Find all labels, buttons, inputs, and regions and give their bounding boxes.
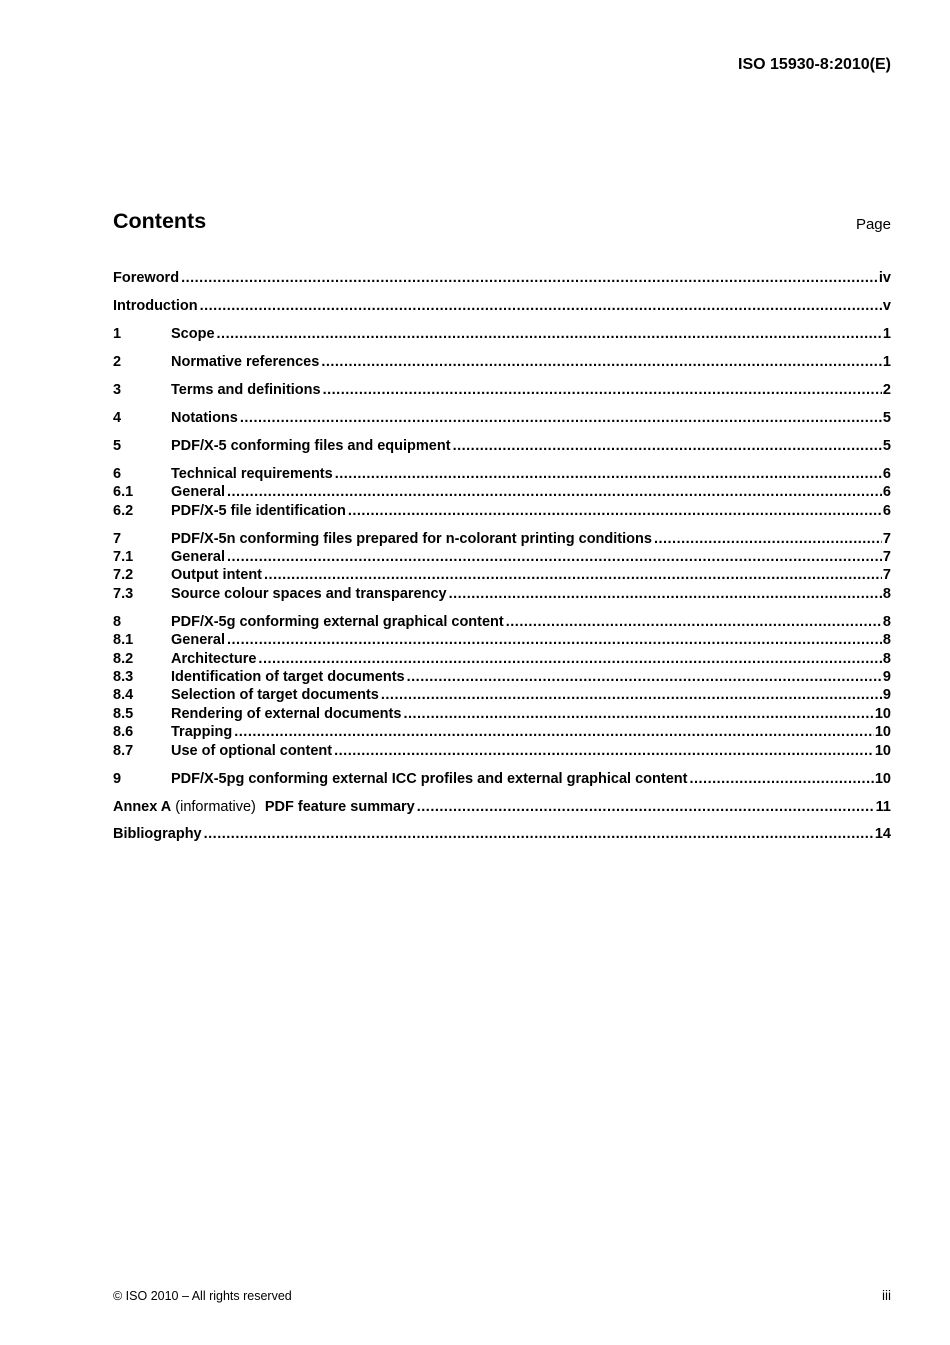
toc-entry-title: Technical requirements bbox=[171, 465, 333, 482]
toc-entry-number: 8.2 bbox=[113, 650, 134, 667]
toc-entry-4[interactable] bbox=[113, 409, 891, 427]
toc-entry-number: 3 bbox=[113, 381, 122, 398]
toc-entry-title: Use of optional content bbox=[171, 742, 333, 759]
toc-entry-title: Output intent bbox=[171, 567, 263, 584]
leader-dots bbox=[346, 502, 882, 520]
toc-entry-number: 9 bbox=[113, 770, 122, 787]
toc-entry-8-1[interactable] bbox=[113, 631, 891, 649]
toc-entry-title: PDF/X-5n conforming files prepared for n-colorant printing conditions bbox=[171, 530, 652, 547]
leader-dots bbox=[401, 705, 873, 723]
toc-entry-page: 5 bbox=[882, 409, 891, 426]
toc-entry-page: 5 bbox=[882, 437, 891, 454]
leader-dots bbox=[504, 613, 882, 631]
toc-entry-1[interactable] bbox=[113, 325, 891, 343]
toc-entry-title: Identification of target documents bbox=[171, 668, 405, 685]
toc-entry-title: PDF feature summary bbox=[264, 798, 415, 815]
page-column-label: Page bbox=[855, 216, 891, 233]
toc-entry-page: 10 bbox=[874, 724, 891, 741]
toc-entry-3[interactable] bbox=[113, 381, 891, 399]
doc-code: ISO 15930-8:2010(E) bbox=[738, 56, 891, 73]
toc-entry-page: 8 bbox=[882, 650, 891, 667]
toc-entry-page: 6 bbox=[882, 465, 891, 482]
toc-entry-page: 10 bbox=[874, 770, 891, 787]
leader-dots bbox=[652, 530, 882, 548]
toc-entry-number: 6 bbox=[113, 465, 122, 482]
toc-entry-page: 8 bbox=[882, 632, 891, 649]
toc-entry-title: Normative references bbox=[171, 353, 320, 370]
toc-entry-number: 6.2 bbox=[113, 502, 134, 519]
toc-entry-6-1[interactable] bbox=[113, 483, 891, 501]
annex-label: Annex A bbox=[113, 798, 172, 815]
toc-entry-number: 4 bbox=[113, 409, 122, 426]
toc-entry-foreword[interactable] bbox=[113, 269, 891, 287]
leader-dots bbox=[687, 770, 873, 788]
footer-copyright: © ISO 2010 – All rights reserved bbox=[113, 1289, 292, 1303]
toc-entry-number: 7.1 bbox=[113, 549, 134, 566]
toc-entry-title: General bbox=[171, 549, 225, 566]
toc-entry-page: 7 bbox=[882, 549, 891, 566]
toc-entry-8-2[interactable] bbox=[113, 650, 891, 668]
toc-entry-8-4[interactable] bbox=[113, 686, 891, 704]
toc-entry-title: Scope bbox=[171, 325, 215, 342]
toc-entry-8-3[interactable] bbox=[113, 668, 891, 686]
toc-entry-page: 6 bbox=[882, 484, 891, 501]
toc-entry-number: 8.1 bbox=[113, 632, 134, 649]
toc-entry-number: 8 bbox=[113, 613, 122, 630]
toc-entry-title: Terms and definitions bbox=[171, 381, 321, 398]
toc-entry-page: 2 bbox=[882, 381, 891, 398]
leader-dots bbox=[262, 566, 882, 584]
toc-entry-page: 10 bbox=[874, 742, 891, 759]
toc-entry-8-5[interactable] bbox=[113, 705, 891, 723]
toc-entry-number: 8.4 bbox=[113, 687, 134, 704]
toc-entry-introduction[interactable] bbox=[113, 297, 891, 315]
toc-entry-number: 7.2 bbox=[113, 567, 134, 584]
toc-entry-7-3[interactable] bbox=[113, 585, 891, 603]
toc-entry-6[interactable] bbox=[113, 465, 891, 483]
toc-entry-page: 7 bbox=[882, 567, 891, 584]
toc-entry-number: 8.3 bbox=[113, 668, 134, 685]
leader-dots bbox=[379, 686, 882, 704]
toc-entry-page: v bbox=[882, 297, 891, 314]
toc-entry-8[interactable] bbox=[113, 613, 891, 631]
toc-entry-page: 8 bbox=[882, 613, 891, 630]
toc-entry-number: 8.7 bbox=[113, 742, 134, 759]
toc-entry-page: iv bbox=[878, 269, 891, 286]
toc-entry-bibliography[interactable] bbox=[113, 826, 891, 844]
toc-entry-number: 7 bbox=[113, 530, 122, 547]
contents-title: Contents bbox=[113, 209, 207, 233]
toc-entry-page: 10 bbox=[874, 705, 891, 722]
toc-entry-7-1[interactable] bbox=[113, 548, 891, 566]
toc-entry-annex-a[interactable] bbox=[113, 798, 891, 816]
toc-entry-title: Foreword bbox=[113, 269, 180, 286]
toc-entry-title: Selection of target documents bbox=[171, 687, 379, 704]
leader-dots bbox=[215, 325, 882, 343]
toc-entry-9[interactable] bbox=[113, 770, 891, 788]
leader-dots bbox=[321, 381, 882, 399]
annex-note: (informative) bbox=[175, 798, 256, 815]
toc-entry-page: 6 bbox=[882, 502, 891, 519]
toc-entry-number: 5 bbox=[113, 437, 122, 454]
leader-dots bbox=[333, 465, 882, 483]
leader-dots bbox=[447, 585, 882, 603]
toc-entry-2[interactable] bbox=[113, 353, 891, 371]
toc-entry-title: PDF/X-5 file identification bbox=[171, 502, 346, 519]
toc-entry-title: Notations bbox=[171, 409, 238, 426]
toc-entry-title: Architecture bbox=[171, 650, 257, 667]
toc-entry-page: 1 bbox=[882, 325, 891, 342]
toc-entry-7[interactable] bbox=[113, 530, 891, 548]
leader-dots bbox=[179, 269, 878, 287]
toc-entry-page: 8 bbox=[882, 585, 891, 602]
toc-entry-title: General bbox=[171, 484, 225, 501]
toc-entry-number: 6.1 bbox=[113, 484, 134, 501]
toc-entry-title: Trapping bbox=[171, 724, 233, 741]
toc-entry-page: 9 bbox=[882, 687, 891, 704]
leader-dots bbox=[405, 668, 882, 686]
leader-dots bbox=[225, 631, 882, 649]
toc-entry-page: 7 bbox=[882, 530, 891, 547]
toc-entry-page: 1 bbox=[882, 353, 891, 370]
toc-entry-title: Bibliography bbox=[113, 826, 202, 843]
toc-entry-8-6[interactable] bbox=[113, 723, 891, 741]
toc-entry-title: Rendering of external documents bbox=[171, 705, 402, 722]
leader-dots bbox=[332, 742, 874, 760]
toc-entry-title: PDF/X-5g conforming external graphical content bbox=[171, 613, 504, 630]
toc-entry-number: 8.6 bbox=[113, 724, 134, 741]
toc-entry-title: PDF/X-5pg conforming external ICC profiles and external graphical content bbox=[171, 770, 688, 787]
toc-entry-title: Source colour spaces and transparency bbox=[171, 585, 447, 602]
footer-page-number: iii bbox=[882, 1288, 891, 1303]
toc-entry-title: General bbox=[171, 632, 225, 649]
leader-dots bbox=[319, 353, 882, 371]
leader-dots bbox=[232, 723, 874, 741]
toc-entry-title: Introduction bbox=[113, 297, 198, 314]
toc-entry-6-2[interactable] bbox=[113, 502, 891, 520]
leader-dots bbox=[256, 650, 882, 668]
leader-dots bbox=[198, 297, 882, 315]
leader-dots bbox=[415, 798, 875, 816]
toc-entry-number: 2 bbox=[113, 353, 122, 370]
toc-entry-page: 9 bbox=[882, 668, 891, 685]
toc-entry-page: 14 bbox=[874, 826, 891, 843]
table-of-contents bbox=[113, 269, 891, 844]
leader-dots bbox=[202, 826, 874, 844]
toc-entry-title: PDF/X-5 conforming files and equipment bbox=[171, 437, 451, 454]
toc-entry-8-7[interactable] bbox=[113, 742, 891, 760]
toc-entry-7-2[interactable] bbox=[113, 566, 891, 584]
leader-dots bbox=[225, 548, 882, 566]
toc-entry-page: 11 bbox=[875, 798, 891, 815]
toc-entry-5[interactable] bbox=[113, 437, 891, 455]
leader-dots bbox=[238, 409, 882, 427]
toc-entry-number: 8.5 bbox=[113, 705, 134, 722]
leader-dots bbox=[225, 483, 882, 501]
toc-entry-number: 1 bbox=[113, 325, 122, 342]
toc-entry-number: 7.3 bbox=[113, 585, 134, 602]
leader-dots bbox=[451, 437, 882, 455]
